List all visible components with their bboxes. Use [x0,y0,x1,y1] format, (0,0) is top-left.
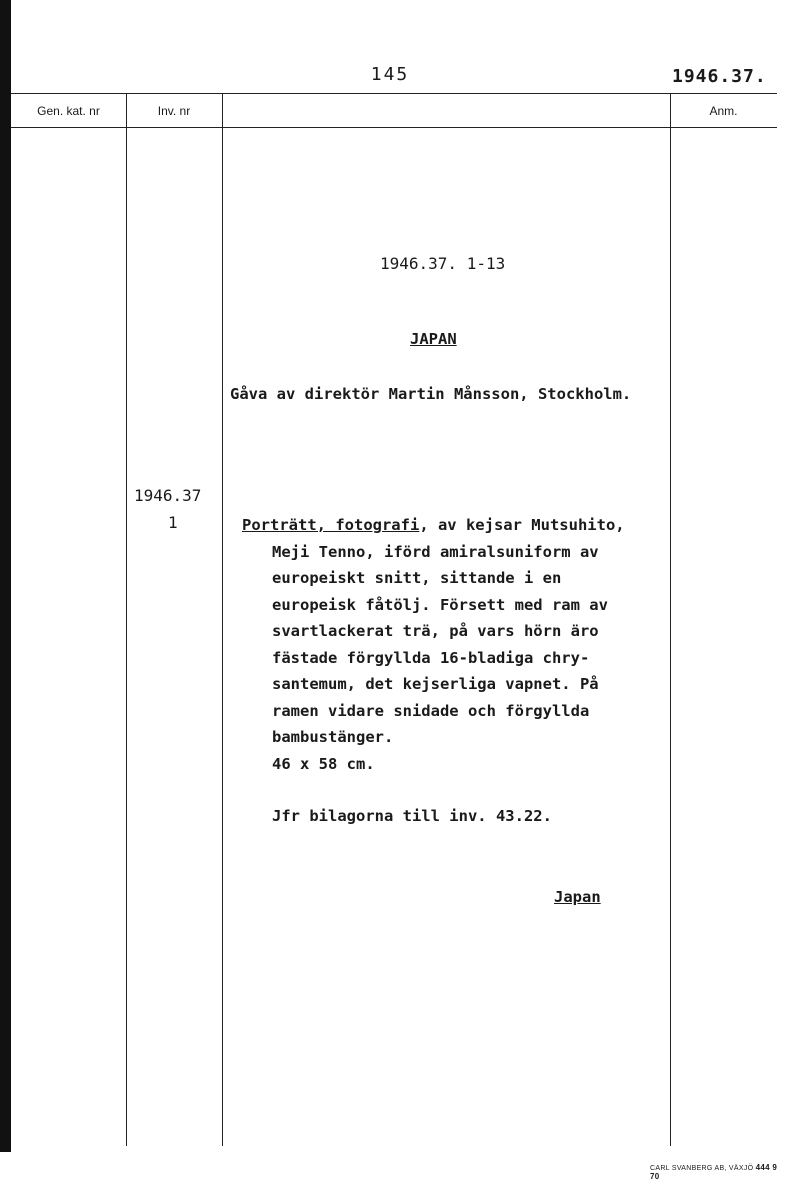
description-line: fästade förgyllda 16-bladiga chry- [272,648,590,667]
donor-line: Gåva av direktör Martin Månsson, Stockholm. [230,385,632,403]
column-divider-2 [222,93,223,1146]
column-header-anm: Anm. [709,104,738,118]
description-line: europeisk fåtölj. Försett med ram av [272,595,608,614]
description-line: bambustänger. [272,728,394,746]
inventory-number: 1946.37 [134,486,202,505]
object-description [272,539,608,778]
series-number: 1946.37. 1-13 [380,254,506,273]
printer-name: CARL SVANBERG AB, VÄXJÖ [650,1165,754,1172]
object-title-rest: , av kejsar Mutsuhito, [419,516,625,534]
description-line: svartlackerat trä, på vars hörn äro [272,622,599,640]
column-divider-3 [670,93,671,1146]
keyword: Japan [554,888,601,906]
printer-footer [650,1163,785,1181]
country-heading: JAPAN [410,330,457,348]
reference-note: Jfr bilagorna till inv. 43.22. [272,807,552,825]
object-title-line [242,512,625,539]
column-divider-1 [126,93,127,1146]
description-line: santemum, det kejserliga vapnet. På [272,675,599,693]
left-margin-bar [0,0,11,1152]
form-number: 444 9 70 [650,1163,778,1181]
object-title: Porträtt, fotografi [242,516,420,534]
description-line: ramen vidare snidade och förgyllda [272,701,590,720]
column-header-gen-kat-nr: Gen. kat. nr [37,104,100,118]
description-line: europeiskt snitt, sittande i en [272,569,562,587]
column-header-inv-nr: Inv. nr [157,104,191,118]
description-line: Meji Tenno, iförd amiralsuniform av [272,542,599,561]
accession-number-top: 1946.37. [672,66,767,87]
inventory-subnumber: 1 [168,513,178,532]
page-number: 145 [370,64,410,85]
dimensions: 46 x 58 cm. [272,754,375,773]
